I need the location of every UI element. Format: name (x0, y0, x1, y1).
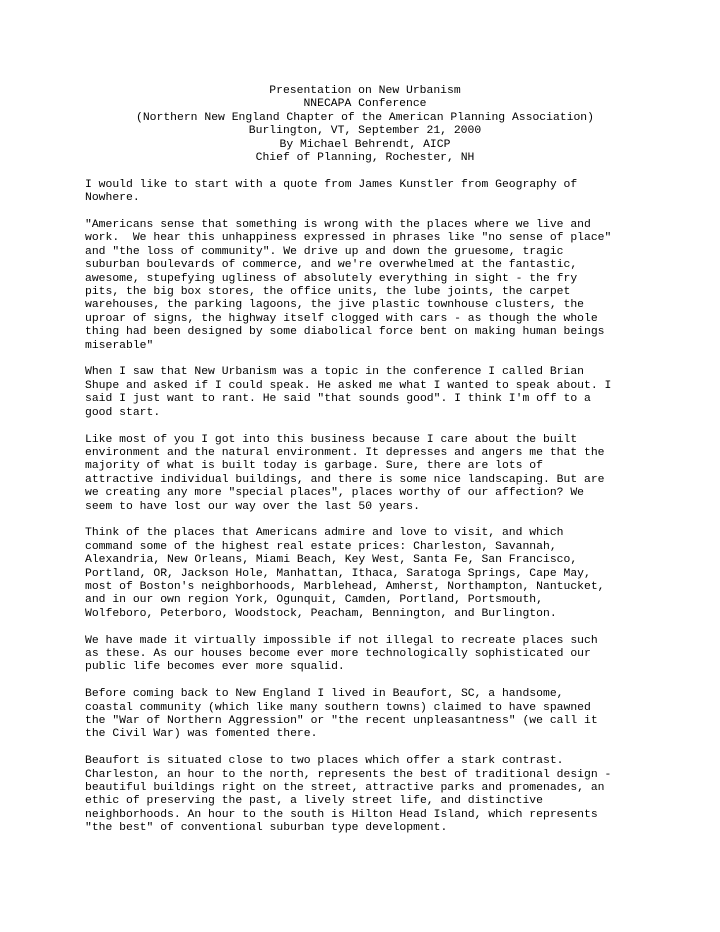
location-date: Burlington, VT, September 21, 2000 (248, 125, 482, 138)
paragraph-charleston-hilton-head: Beaufort is situated close to two places which offer a stark contrast. Charleston, an hour to the north, represents the best of traditional design - beautiful buildings right on the street, attractive parks and promenades, an ethic of preserving the past, a lively street life, and distinctive neighborhoods. An hour to the south is Hilton Head Island, which represents "the best" of conventional suburban type development. (85, 755, 612, 835)
organization-name: (Northern New England Chapter of the American Planning Association) (136, 111, 594, 124)
paragraph-built-environment: Like most of you I got into this business because I care about the built environment and the natural environment. It depresses and angers me that the majority of what is built today is garbage. Sure, there are lots of attractive individual buildings, and there is some nice landscaping. But are we creating any more "special places", places worthy of our affection? We seem to have lost our way over the last 50 years. (85, 433, 605, 513)
conference-name: NNECAPA Conference (303, 98, 427, 111)
paragraph-intro: I would like to start with a quote from James Kunstler from Geography of Nowhere. (85, 178, 578, 205)
paragraph-admired-places: Think of the places that Americans admire and love to visit, and which command some of the highest real estate prices: Charleston, Savannah, Alexandria, New Orleans, Miami Beach, Key West, Santa Fe, San Francisco, Portland, OR, Jackson Hole, Manhattan, Ithaca, Saratoga Springs, Cape May, most of Boston's neighborhoods, Marblehead, Amherst, Northampton, Nantucket, and in our own region York, Ogunquit, Camden, Portland, Portsmouth, Wolfeboro, Peterboro, Woodstock, Peacham, Bennington, and Burlington. (85, 527, 605, 620)
paragraph-kunstler-quote: "Americans sense that something is wrong with the places where we live and work. We hear this unhappiness expressed in phrases like "no sense of place" and "the loss of community". We drive up and down the gruesome, tragic suburban boulevards of commerce, and we're overwhelmed at the fantastic, awesome, stupefying ugliness of absolutely everything in sight - the fry pits, the big box stores, the office units, the lube joints, the carpet warehouses, the parking lagoons, the jive plastic townhouse clusters, the uproar of signs, the highway itself clogged with cars - as though the whole thing had been designed by some diabolical force bent on making human beings miserable" (85, 219, 612, 352)
paragraph-rant: When I saw that New Urbanism was a topic in the conference I called Brian Shupe and asked if I could speak. He asked me what I wanted to speak about. I said I just want to rant. He said "that sounds good". I think I'm off to a good start. (85, 366, 612, 419)
presentation-title: Presentation on New Urbanism (269, 85, 461, 97)
document-header (85, 85, 645, 165)
paragraph-impossible-to-recreate: We have made it virtually impossible if not illegal to recreate places such as these. As our houses become ever more technologically sophisticated our public life becomes ever more squalid. (85, 634, 598, 674)
paragraph-beaufort: Before coming back to New England I lived in Beaufort, SC, a handsome, coastal community (which like many southern towns) claimed to have spawned the "War of Northern Aggression" or "the recent unpleasantness" (we call it the Civil War) was fomented there. (85, 688, 598, 741)
document-page (85, 85, 645, 849)
author-name: By Michael Behrendt, AICP (279, 138, 451, 151)
author-title: Chief of Planning, Rochester, NH (255, 152, 475, 165)
